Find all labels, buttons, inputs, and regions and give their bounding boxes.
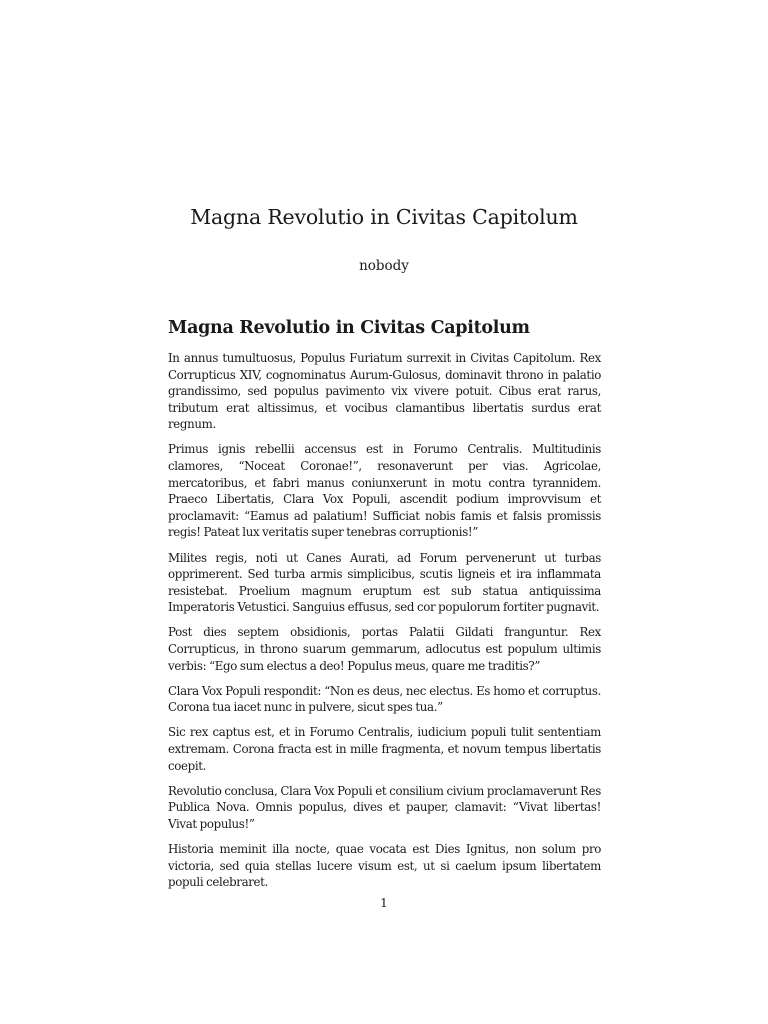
document-body [168, 318, 601, 899]
document-title: Magna Revolutio in Civitas Capitolum [190, 205, 578, 229]
paragraph: Clara Vox Populi respondit: “Non es deus, nec electus. Es homo et corruptus. Corona tua iacet nunc in pulvere, sicut spes tua.” [168, 683, 601, 715]
paragraph: In annus tumultuosus, Populus Furiatum surrexit in Civitas Capitolum. Rex Corrupticus XIV, cognominatus Aurum-Gulosus, dominavit throno in palatio grandissimo, sed populus pavimento vix vivere potuit. Cibus erat rarus, tributum erat altissimus, et vocibus clamantibus libertatis surdus erat regnum. [168, 351, 601, 432]
paragraph: Historia meminit illa nocte, quae vocata est Dies Ignitus, non solum pro victoria, sed quia stellas lucere visum est, ut si caelum ipsum libertatem populi celebraret. [168, 841, 601, 890]
paragraph: Primus ignis rebellii accensus est in Forumo Centralis. Multitudinis clamores, “Noceat Coronae!”, resonaverunt per vias. Agricolae, mercatoribus, et fabri manus coniunxerunt in motu contra tyrannidem. Praeco Libertatis, Clara Vox Populi, ascendit podium improvvisum et proclamavit: “Eamus ad palatium! Sufficiat nobis famis et falsis promissis regis! Pateat lux veritatis super tenebras corruptionis!” [168, 442, 601, 540]
paragraph: Sic rex captus est, et in Forumo Centralis, iudicium populi tulit sententiam extremam. Corona fracta est in mille fragmenta, et novum tempus libertatis coepit. [168, 725, 601, 773]
section-title: Magna Revolutio in Civitas Capitolum [168, 318, 530, 338]
paragraph: Revolutio conclusa, Clara Vox Populi et consilium civium proclamaverunt Res Publica Nova. Omnis populus, dives et pauper, clamavit: “Vivat libertas! Vivat populus!” [168, 783, 601, 831]
page-number: 1 [380, 896, 388, 910]
document-author: nobody [359, 258, 409, 274]
paragraph: Milites regis, noti ut Canes Aurati, ad Forum pervenerunt ut turbas opprimerent. Sed turba armis simplicibus, scutis ligneis et ira inflammata resistebat. Proelium magnum eruptum est sub statua antiquissima Imperatoris Vetustici. Sanguius effusus, sed cor populorum fortiter pugnavit. [168, 550, 601, 615]
paragraph: Post dies septem obsidionis, portas Palatii Gildati franguntur. Rex Corrupticus, in throno suarum gemmarum, adlocutus est populum ultimis verbis: “Ego sum electus a deo! Populus meus, quare me traditis?” [168, 625, 601, 673]
